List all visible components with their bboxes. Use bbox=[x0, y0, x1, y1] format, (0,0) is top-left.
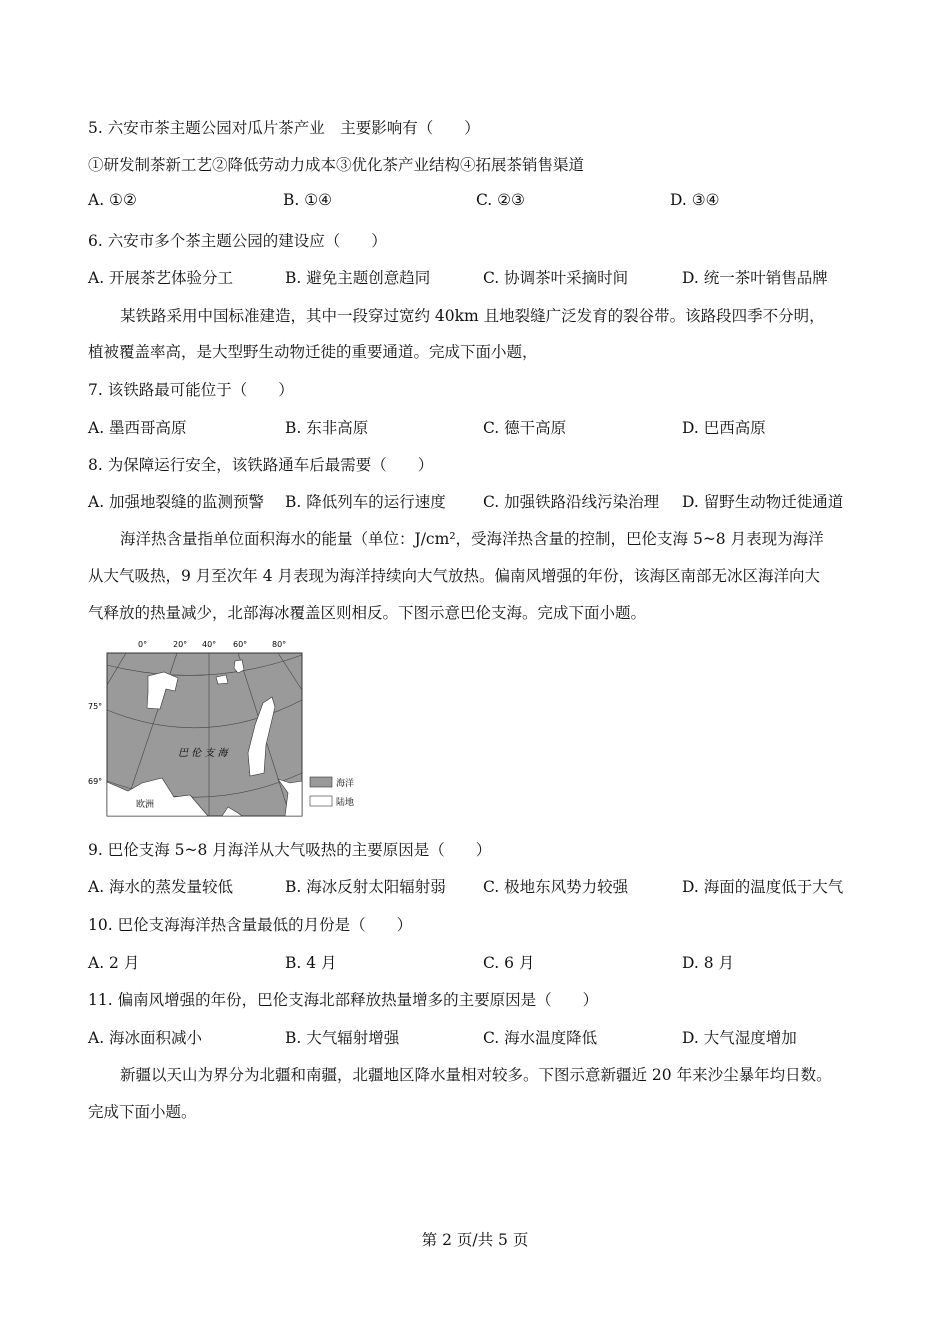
option-a: A. 海冰面积减小 bbox=[88, 1029, 203, 1047]
passage-1-line-1: 某铁路采用中国标准建造，其中一段穿过宽约 40km 且地裂缝广泛发育的裂谷带。该路段四季不分明， bbox=[120, 307, 825, 325]
option-c: C. 6 月 bbox=[483, 954, 535, 972]
option-b: B. 大气辐射增强 bbox=[285, 1029, 400, 1047]
option-b: B. 避免主题创意趋同 bbox=[285, 269, 431, 287]
option-d: D. 巴西高原 bbox=[682, 419, 766, 437]
option-d: D. 统一茶叶销售品牌 bbox=[682, 269, 828, 287]
lon-label: 0° bbox=[138, 640, 148, 649]
passage-3-line-1: 新疆以天山为界分为北疆和南疆，北疆地区降水量相对较多。下图示意新疆近 20 年来沙尘暴年均日数。 bbox=[120, 1066, 832, 1084]
question-6-stem: 6. 六安市多个茶主题公园的建设应（ ） bbox=[88, 232, 387, 250]
lon-label: 80° bbox=[272, 640, 287, 649]
option-a: A. 开展茶艺体验分工 bbox=[88, 269, 234, 287]
option-c: C. 海水温度降低 bbox=[483, 1029, 598, 1047]
option-d: D. ③④ bbox=[670, 191, 720, 209]
option-d: D. 8 月 bbox=[682, 954, 735, 972]
question-5-stem: 5. 六安市茶主题公园对瓜片茶产业 主要影响有（ ） bbox=[88, 119, 480, 137]
legend-ocean-label: 海洋 bbox=[336, 779, 355, 789]
option-b: B. 4 月 bbox=[285, 954, 337, 972]
option-c: C. 加强铁路沿线污染治理 bbox=[483, 493, 660, 511]
option-b: B. 降低列车的运行速度 bbox=[285, 493, 446, 511]
option-b: B. ①④ bbox=[283, 191, 333, 209]
option-a: A. ①② bbox=[88, 191, 137, 209]
option-a: A. 海水的蒸发量较低 bbox=[88, 878, 234, 896]
passage-1-line-2: 植被覆盖率高，是大型野生动物迁徙的重要通道。完成下面小题， bbox=[88, 343, 538, 361]
option-c: C. 协调茶叶采摘时间 bbox=[483, 269, 629, 287]
option-c: C. 极地东风势力较强 bbox=[483, 878, 629, 896]
option-d: D. 大气湿度增加 bbox=[682, 1029, 797, 1047]
option-b: B. 海冰反射太阳辐射弱 bbox=[285, 878, 446, 896]
passage-2-line-2: 从大气吸热，9 月至次年 4 月表现为海洋持续向大气放热。偏南风增强的年份，该海区南部无冰区海洋向大 bbox=[88, 567, 821, 585]
lon-label: 40° bbox=[202, 640, 217, 649]
sea-label: 巴 伦 支 海 bbox=[178, 748, 228, 759]
lat-label: 69° bbox=[88, 777, 103, 786]
option-a: A. 墨西哥高原 bbox=[88, 419, 187, 437]
legend-ocean-swatch bbox=[310, 777, 332, 787]
question-8-stem: 8. 为保障运行安全，该铁路通车后最需要（ ） bbox=[88, 456, 434, 474]
page-footer: 第 2 页/共 5 页 bbox=[421, 1231, 529, 1249]
option-d: D. 留野生动物迁徙通道 bbox=[682, 493, 844, 511]
legend-land-label: 陆地 bbox=[336, 798, 355, 808]
lat-label: 75° bbox=[88, 702, 103, 711]
passage-2-line-1: 海洋热含量指单位面积海水的能量（单位：J/cm²，受海洋热含量的控制，巴伦支海 5~8 月表现为海洋 bbox=[120, 530, 824, 548]
lon-label: 20° bbox=[173, 640, 188, 649]
question-10-stem: 10. 巴伦支海海洋热含量最低的月份是（ ） bbox=[88, 916, 413, 934]
legend-land-swatch bbox=[310, 796, 332, 806]
barents-sea-map bbox=[80, 635, 380, 820]
option-a: A. 加强地裂缝的监测预警 bbox=[88, 493, 265, 511]
lon-label: 60° bbox=[233, 640, 248, 649]
option-c: C. ②③ bbox=[476, 191, 525, 209]
option-a: A. 2 月 bbox=[88, 954, 140, 972]
question-7-stem: 7. 该铁路最可能位于（ ） bbox=[88, 381, 294, 399]
question-5-items: ①研发制茶新工艺②降低劳动力成本③优化茶产业结构④拓展茶销售渠道 bbox=[88, 156, 585, 174]
question-11-stem: 11. 偏南风增强的年份，巴伦支海北部释放热量增多的主要原因是（ ） bbox=[88, 991, 599, 1009]
continent-label: 欧洲 bbox=[136, 800, 155, 810]
option-b: B. 东非高原 bbox=[285, 419, 369, 437]
option-d: D. 海面的温度低于大气 bbox=[682, 878, 844, 896]
passage-2-line-3: 气释放的热量减少，北部海冰覆盖区则相反。下图示意巴伦支海。完成下面小题。 bbox=[88, 604, 647, 622]
option-c: C. 德干高原 bbox=[483, 419, 567, 437]
question-9-stem: 9. 巴伦支海 5~8 月海洋从大气吸热的主要原因是（ ） bbox=[88, 841, 492, 859]
passage-3-line-2: 完成下面小题。 bbox=[88, 1103, 197, 1121]
